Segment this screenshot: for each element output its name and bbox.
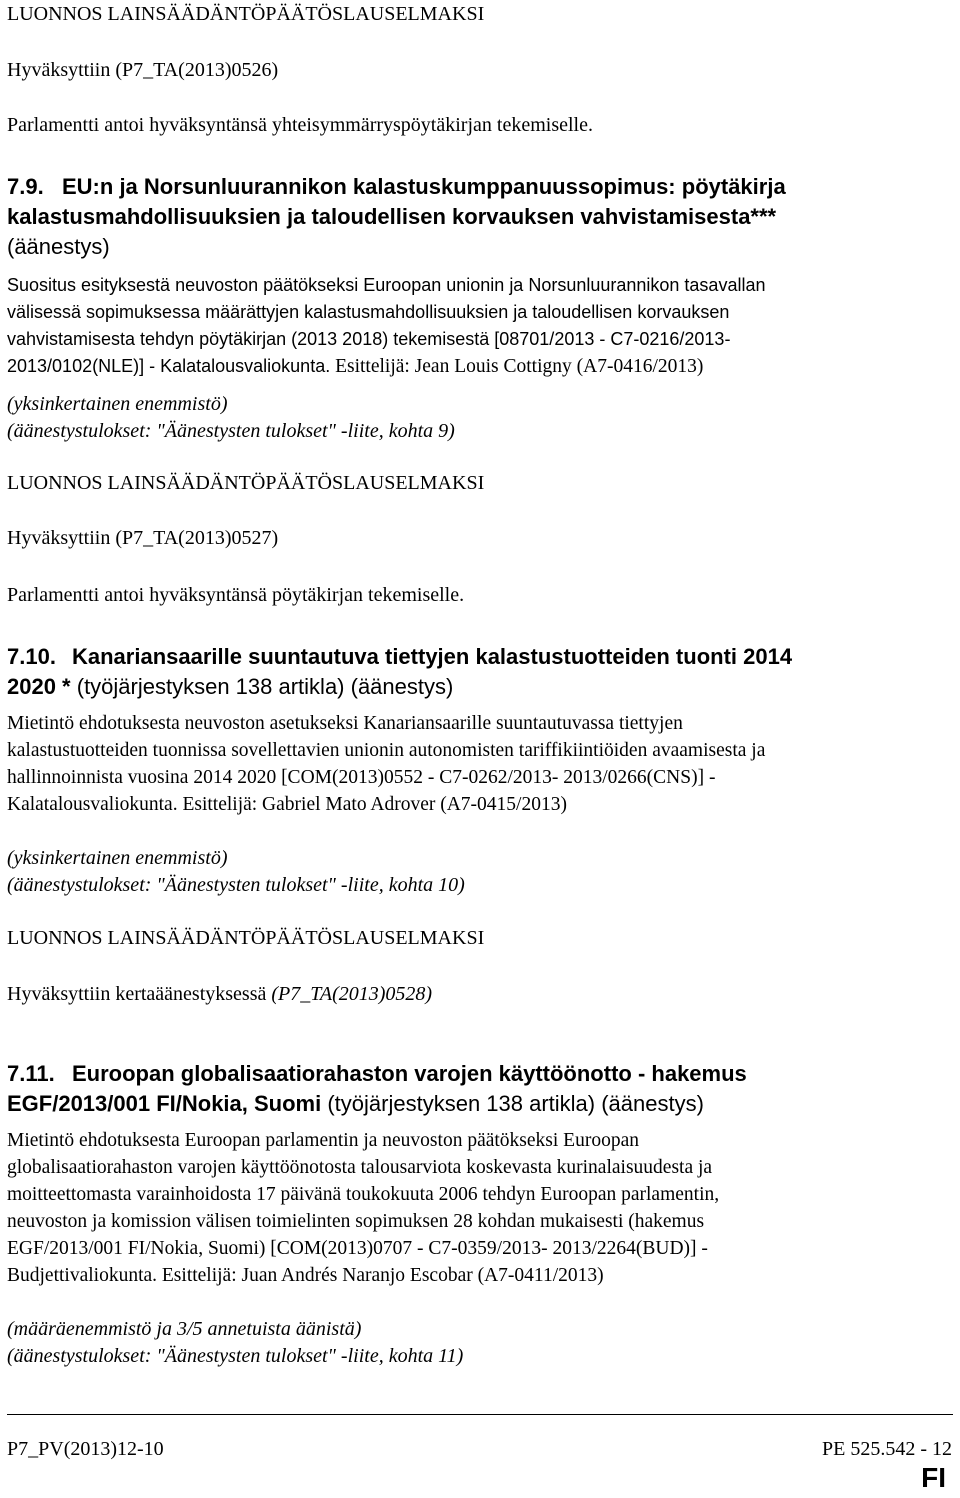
item-description-line (7, 353, 703, 381)
item-number: 7.10. (7, 644, 56, 669)
votes-line: (äänestystulokset: "Äänestysten tulokset" -liite, kohta 10) (7, 874, 465, 896)
adopted-line: Hyväksyttiin (P7_TA(2013)0526) (7, 59, 279, 81)
item-committee: 2013/0102(NLE)] - Kalatalousvaliokunta. (7, 356, 331, 376)
adopted-line (7, 982, 432, 1006)
status-heading: LUONNOS LAINSÄÄDÄNTÖPÄÄTÖSLAUSELMAKSI (7, 3, 485, 25)
item-title-line: (äänestys) (7, 234, 110, 259)
footer-language-code: FI (921, 1462, 946, 1493)
majority-line: (yksinkertainen enemmistö) (7, 847, 228, 869)
item-description-line: vahvistamisesta tehdyn pöytäkirjan (2013 2018) tekemisestä [08701/2013 - C7-0216/2013- (7, 329, 731, 349)
item-title-line (7, 1090, 704, 1118)
majority-line: (yksinkertainen enemmistö) (7, 393, 228, 415)
item-number: 7.11. (7, 1061, 55, 1086)
status-heading: LUONNOS LAINSÄÄDÄNTÖPÄÄTÖSLAUSELMAKSI (7, 472, 485, 494)
item-title-rest: (työjärjestyksen 138 artikla) (äänestys) (70, 674, 454, 699)
adopted-reference: (P7_TA(2013)0528) (271, 983, 433, 1005)
result-line: Parlamentti antoi hyväksyntänsä pöytäkirjan tekemiselle. (7, 584, 465, 606)
item-title-bold: 2020 * (7, 674, 71, 699)
item-rapporteur: Esittelijä: Jean Louis Cottigny (A7-0416/2013) (330, 356, 704, 377)
item-description-line: välisessä sopimuksessa määrättyjen kalastusmahdollisuuksien ja taloudellisen korvauksen (7, 302, 730, 322)
item-description-line: hallinnoinnista vuosina 2014 2020 [COM(2013)0552 - C7-0262/2013- 2013/0266(CNS)] - (7, 767, 716, 788)
item-description-line: moitteettomasta varainhoidosta 17 päivänä toukokuuta 2006 tehdyn Euroopan parlamentin, (7, 1184, 720, 1205)
item-description-line: neuvoston ja komission välisen toimielinten sopimuksen 28 kohdan mukaisesti (hakemus (7, 1211, 705, 1232)
footer-rule (7, 1414, 953, 1415)
item-description-line: Suositus esityksestä neuvoston päätökseksi Euroopan unionin ja Norsunluurannikon tasavallan (7, 275, 766, 295)
item-title-line (7, 673, 453, 701)
item-title-rest: (työjärjestyksen 138 artikla) (äänestys) (321, 1091, 704, 1116)
item-title-line: EU:n ja Norsunluurannikon kalastuskumppanuussopimus: pöytäkirja (62, 174, 786, 199)
item-title-line: Euroopan globalisaatiorahaston varojen käyttöönotto - hakemus (72, 1061, 747, 1086)
adopted-line: Hyväksyttiin (P7_TA(2013)0527) (7, 527, 279, 549)
item-description-line: Mietintö ehdotuksesta neuvoston asetukseksi Kanariansaarille suuntautuvassa tiettyjen (7, 713, 683, 734)
item-title-line: Kanariansaarille suuntautuva tiettyjen kalastustuotteiden tuonti 2014 (72, 644, 793, 669)
item-title-line: kalastusmahdollisuuksien ja taloudellisen korvauksen vahvistamisesta*** (7, 204, 777, 229)
item-description-line: kalastustuotteiden tuonnissa sovellettavien unionin autonomisten tariffikiintiöiden avaamisesta ja (7, 740, 766, 761)
footer-page-reference: PE 525.542 - 12 (822, 1438, 952, 1460)
majority-line: (määräenemmistö ja 3/5 annetuista äänistä) (7, 1318, 362, 1340)
footer-document-code: P7_PV(2013)12-10 (7, 1438, 164, 1460)
status-heading: LUONNOS LAINSÄÄDÄNTÖPÄÄTÖSLAUSELMAKSI (7, 927, 485, 949)
item-description-line: Budjettivaliokunta. Esittelijä: Juan Andrés Naranjo Escobar (A7-0411/2013) (7, 1265, 604, 1286)
item-description-line: globalisaatiorahaston varojen käyttöönotosta talousarviota koskevasta kurinalaisuudesta ja (7, 1157, 713, 1178)
item-description-line: Kalatalousvaliokunta. Esittelijä: Gabriel Mato Adrover (A7-0415/2013) (7, 794, 567, 815)
votes-line: (äänestystulokset: "Äänestysten tulokset" -liite, kohta 9) (7, 420, 455, 442)
item-description-line: Mietintö ehdotuksesta Euroopan parlamentin ja neuvoston päätökseksi Euroopan (7, 1130, 639, 1151)
item-description-line: EGF/2013/001 FI/Nokia, Suomi) [COM(2013)0707 - C7-0359/2013- 2013/2264(BUD)] - (7, 1238, 708, 1259)
item-title-bold: EGF/2013/001 FI/Nokia, Suomi (7, 1091, 322, 1116)
result-line: Parlamentti antoi hyväksyntänsä yhteisymmärryspöytäkirjan tekemiselle. (7, 114, 593, 136)
item-number: 7.9. (7, 174, 44, 199)
adopted-text: Hyväksyttiin kertaäänestyksessä (7, 983, 272, 1005)
votes-line: (äänestystulokset: "Äänestysten tulokset" -liite, kohta 11) (7, 1345, 464, 1367)
